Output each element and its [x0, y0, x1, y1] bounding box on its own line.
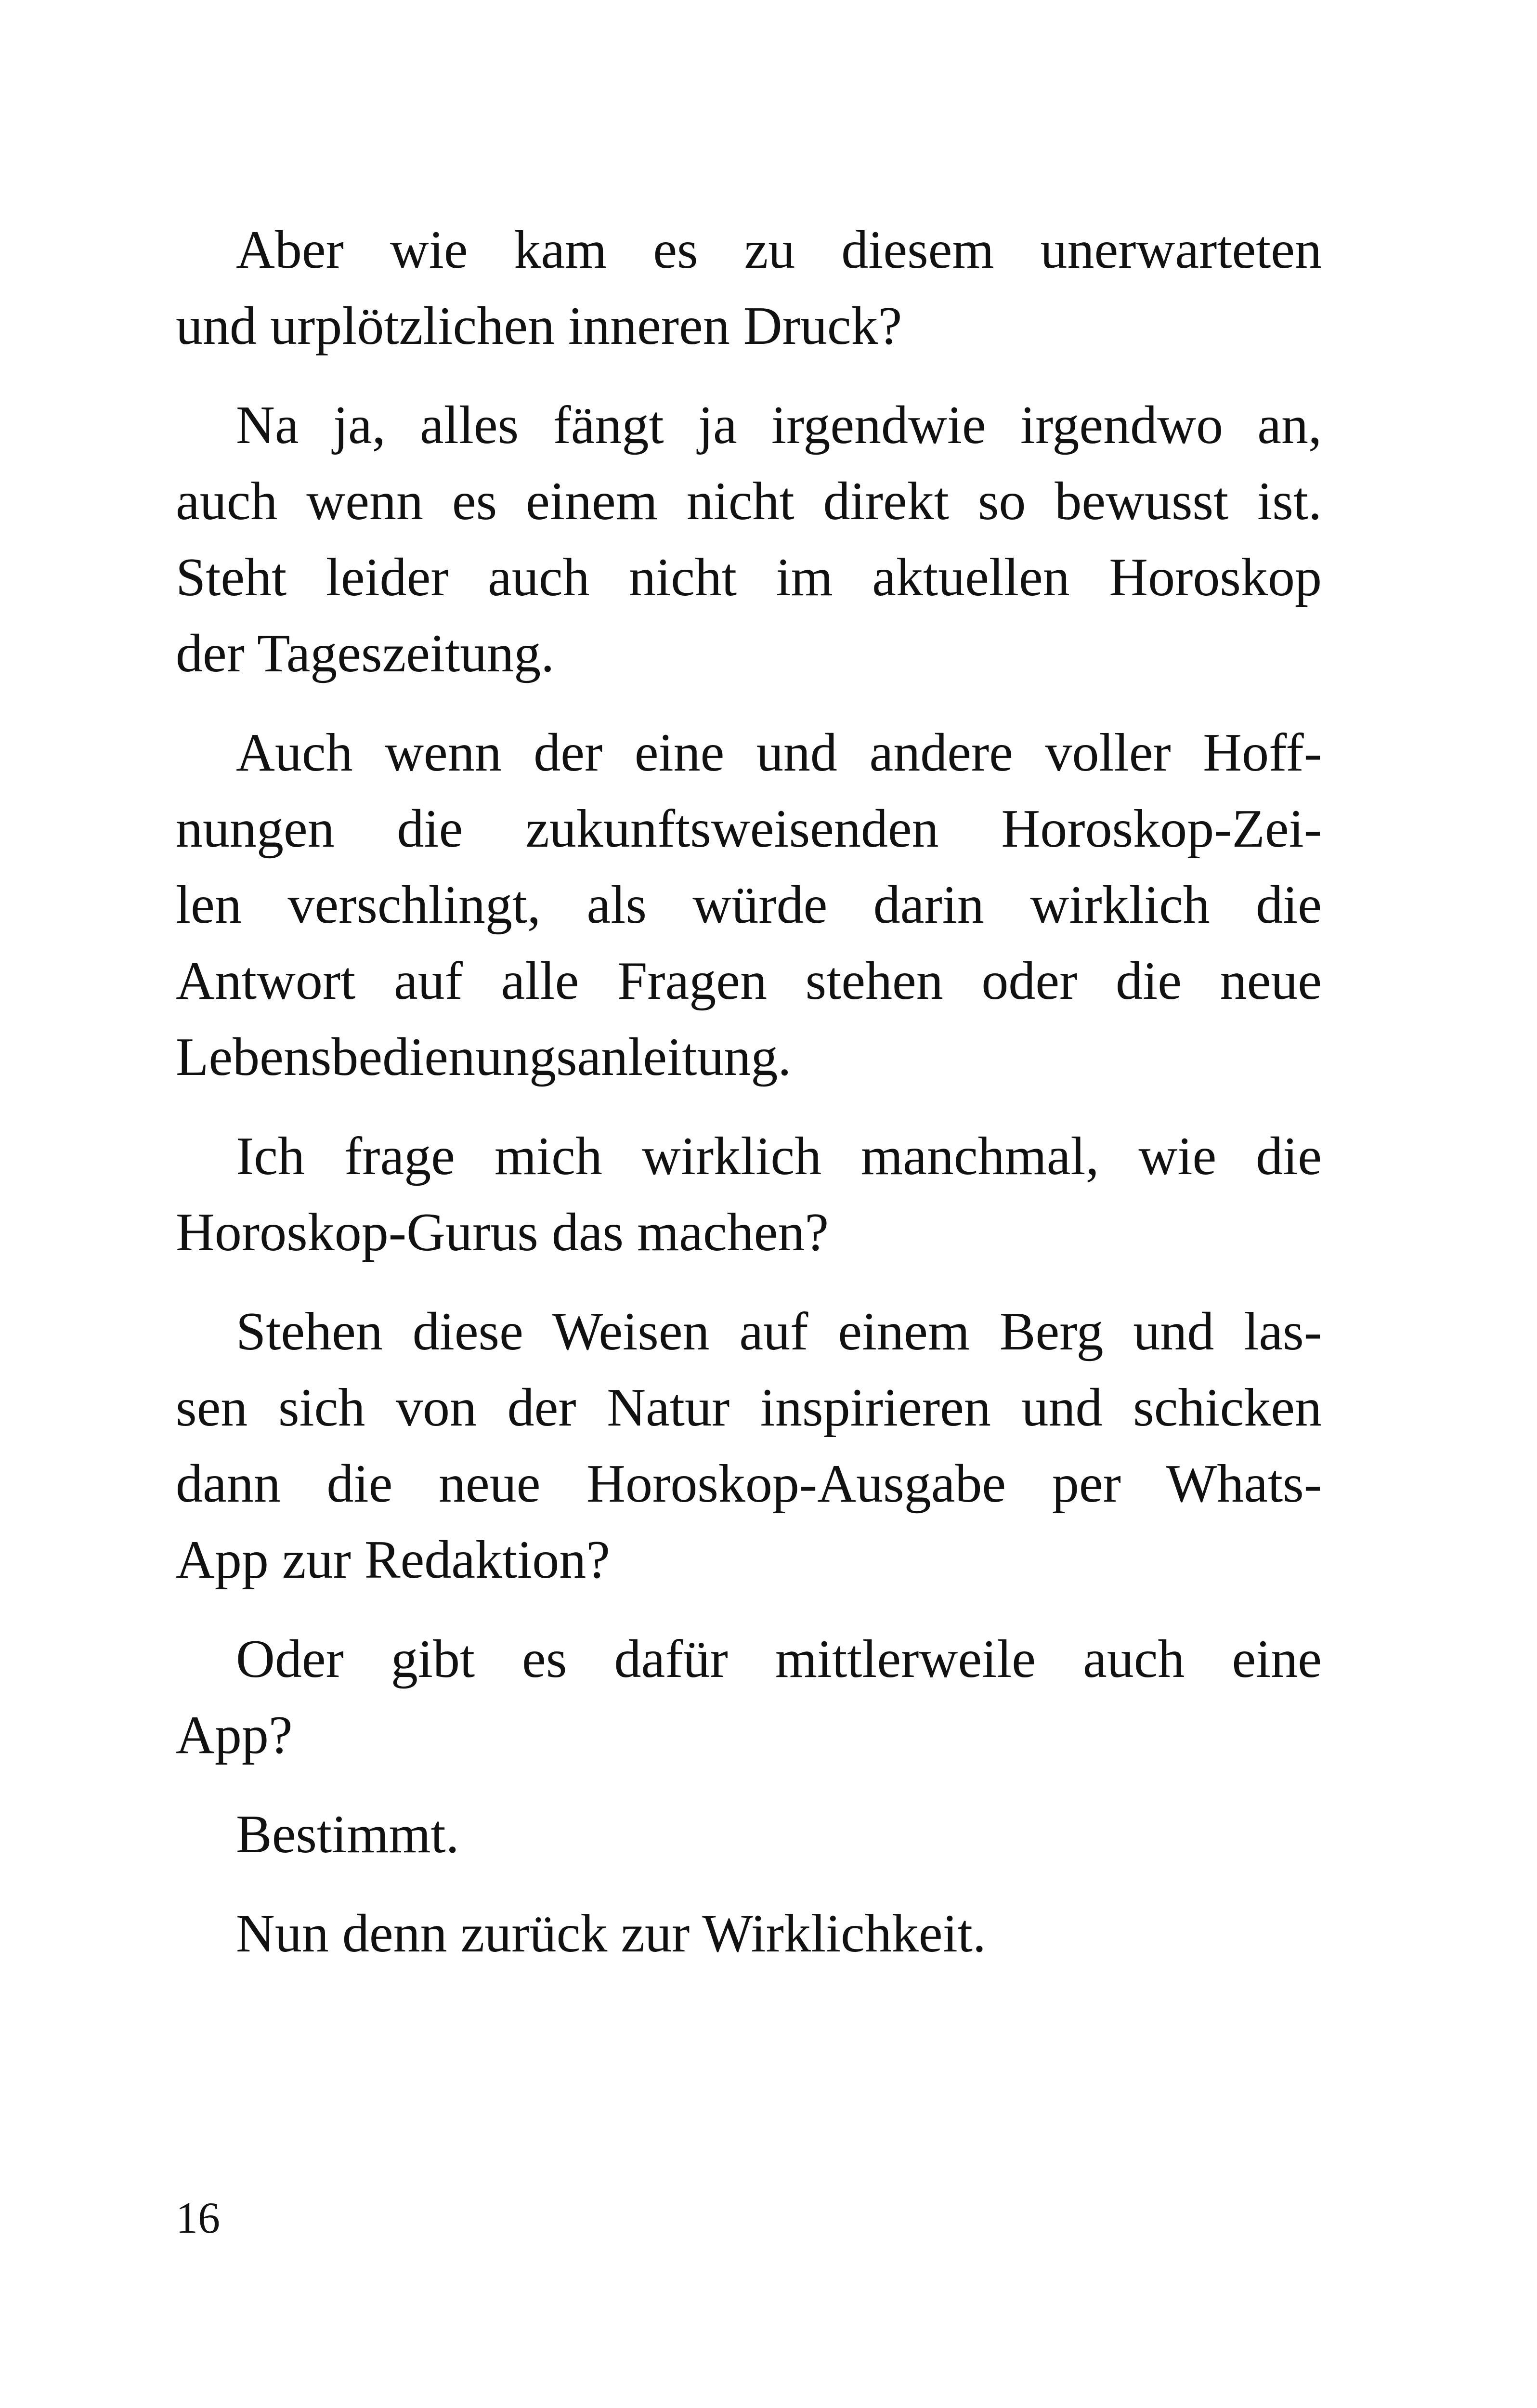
paragraph: [176, 212, 1322, 364]
text-line: Aber wie kam es zu diesem unerwarteten: [236, 220, 1322, 280]
text-line: dann die neue Horoskop-Ausgabe per Whats-: [176, 1454, 1322, 1514]
text-line: nungen die zukunftsweisenden Horoskop-Zei-: [176, 799, 1322, 859]
body-text: [176, 212, 1322, 1995]
text-line: Nun denn zurück zur Wirklichkeit.: [236, 1904, 986, 1963]
text-line: App?: [176, 1705, 293, 1765]
paragraph: [176, 387, 1322, 692]
text-line: Bestimmt.: [236, 1805, 459, 1864]
paragraph: [176, 1796, 1322, 1872]
text-line: auch wenn es einem nicht direkt so bewusst ist.: [176, 471, 1322, 531]
text-line: Oder gibt es dafür mittlerweile auch eine: [236, 1629, 1322, 1689]
text-line: Auch wenn der eine und andere voller Hoff-: [236, 723, 1322, 783]
page-number: 16: [176, 2193, 220, 2242]
paragraph: [176, 715, 1322, 1095]
text-line: Stehen diese Weisen auf einem Berg und las-: [236, 1302, 1322, 1361]
text-line: Steht leider auch nicht im aktuellen Horoskop: [176, 548, 1322, 607]
text-line: der Tageszeitung.: [176, 624, 555, 683]
text-line: Horoskop-Gurus das machen?: [176, 1203, 829, 1262]
paragraph: [176, 1118, 1322, 1270]
text-line: Ich frage mich wirklich manchmal, wie die: [236, 1126, 1322, 1186]
text-line: Antwort auf alle Fragen stehen oder die neue: [176, 951, 1322, 1011]
text-line: Na ja, alles fängt ja irgendwie irgendwo an,: [236, 395, 1322, 455]
text-line: sen sich von der Natur inspirieren und schicken: [176, 1378, 1322, 1438]
text-line: App zur Redaktion?: [176, 1530, 610, 1590]
paragraph: [176, 1896, 1322, 1972]
text-line: Lebensbedienungsanleitung.: [176, 1027, 792, 1087]
paragraph: [176, 1621, 1322, 1773]
text-line: und urplötzlichen inneren Druck?: [176, 296, 902, 356]
paragraph: [176, 1294, 1322, 1598]
text-line: len verschlingt, als würde darin wirklich die: [176, 875, 1322, 935]
